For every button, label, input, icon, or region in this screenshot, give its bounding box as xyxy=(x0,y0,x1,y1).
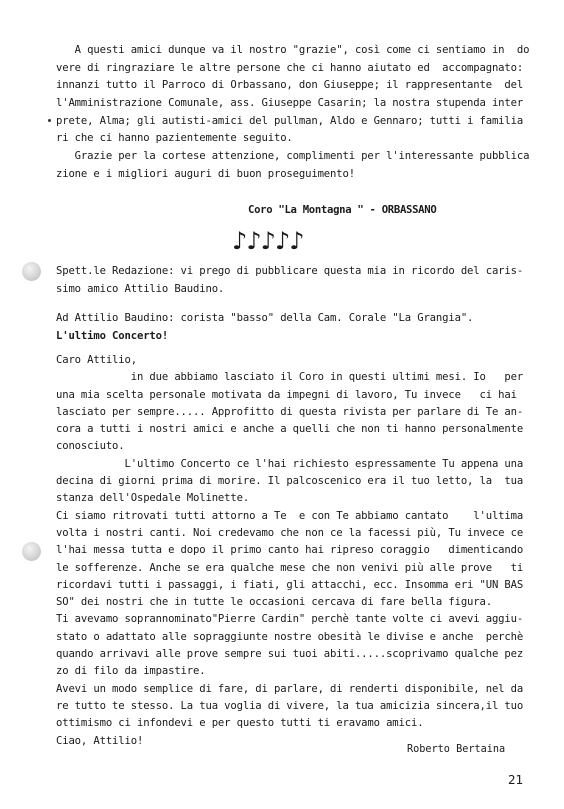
intro-line: l'Amministrazione Comunale, ass. Giuseppe Casarin; la nostra stupenda inter xyxy=(56,97,524,110)
intro-paragraph xyxy=(56,42,530,184)
choir-signature: Coro "La Montagna " - ORBASSANO xyxy=(248,204,437,216)
letter-line: in due abbiamo lasciato il Coro in questi ultimi mesi. Io per xyxy=(56,371,524,384)
intro-line: Grazie per la cortese attenzione, complimenti per l'interessante pubblica xyxy=(56,150,530,163)
intro-line: A questi amici dunque va il nostro "grazie", così come ci sentiamo in do xyxy=(56,44,530,56)
dedication-block xyxy=(56,310,526,345)
letter-line: L'ultimo Concerto ce l'hai richiesto espressamente Tu appena una xyxy=(56,457,524,470)
intro-line: prete, Alma; gli autisti-amici del pullman, Aldo e Gennaro; tutti i familia xyxy=(56,114,524,127)
music-notes-icon: ♪♪♪♪♪ xyxy=(232,227,304,255)
letter-line: re tutto te stesso. La tua voglia di vivere, la tua amicizia sincera,il tuo xyxy=(56,699,524,712)
letter-line: le sofferenze. Anche se era qualche mese che non venivi più alle prove ti xyxy=(56,561,524,574)
author-signature: Roberto Bertaina xyxy=(407,744,506,755)
letter-body xyxy=(56,352,526,750)
letter-line: SO" dei nostri che in tutte le occasioni cercava di fare bella figura. xyxy=(56,596,492,609)
letter-line: lasciato per sempre..... Approfitto di questa rivista per parlare di Te an- xyxy=(56,405,524,418)
letter-line: Ciao, Attilio! xyxy=(56,734,144,747)
letter-line: quando arrivavi alle prove sempre sui tuoi abiti.....scoprivamo qualche pez xyxy=(56,648,524,661)
letter-line: stato o adattato alle sopraggiunte nostre obesità le divise e anche perchè xyxy=(56,630,524,643)
binder-hole-top xyxy=(22,262,41,281)
letter-line: conosciuto. xyxy=(56,440,125,453)
page-number: 21 xyxy=(508,773,524,787)
letter-line: decina di giorni prima di morire. Il palcoscenico era il tuo letto, la tua xyxy=(56,475,524,488)
letter-line: stanza dell'Ospedale Molinette. xyxy=(56,492,250,505)
intro-line: vere di ringraziare le altre persone che ci hanno aiutato ed accompagnato: xyxy=(56,61,524,74)
request-paragraph xyxy=(56,263,526,298)
request-line: Spett.le Redazione: vi prego di pubblicare questa mia in ricordo del caris- xyxy=(56,265,524,277)
letter-line: ottimismo ci infondevi e per questo tutti ti eravamo amici. xyxy=(56,717,424,730)
ink-dot xyxy=(48,119,51,122)
letter-line: volta i nostri canti. Noi credevamo che non ce la facessi più, Tu invece ce xyxy=(56,526,524,539)
letter-line: cora a tutti i nostri amici e anche a quelli che non ti hanno personalmente xyxy=(56,423,524,436)
letter-line: ricordavi tutti i passaggi, i fiati, gli attacchi, ecc. Insomma eri "UN BAS xyxy=(56,578,524,591)
letter-line: l'hai messa tutta e dopo il primo canto hai ripreso coraggio dimenticando xyxy=(56,544,524,557)
intro-line: ri che ci hanno pazientemente seguito. xyxy=(56,132,293,145)
request-line: simo amico Attilio Baudino. xyxy=(56,282,225,295)
letter-line: zo di filo da impastire. xyxy=(56,665,206,678)
letter-line: una mia scelta personale motivata da impegni di lavoro, Tu invece ci hai xyxy=(56,388,517,401)
letter-line: Ti avevamo soprannominato"Pierre Cardin" perchè tante volte ci avevi aggiu- xyxy=(56,613,524,626)
letter-heading: L'ultimo Concerto! xyxy=(56,329,169,342)
letter-line: Ci siamo ritrovati tutti attorno a Te e con Te abbiamo cantato l'ultima xyxy=(56,509,524,522)
intro-line: zione e i migliori auguri di buon proseguimento! xyxy=(56,167,355,180)
intro-line: innanzi tutto il Parroco di Orbassano, don Giuseppe; il rappresentante del xyxy=(56,79,524,92)
letter-line: Caro Attilio, xyxy=(56,354,137,366)
binder-hole-bottom xyxy=(22,542,41,561)
dedication-line: Ad Attilio Baudino: corista "basso" della Cam. Corale "La Grangia". xyxy=(56,312,474,324)
letter-line: Avevi un modo semplice di fare, di parlare, di renderti disponibile, nel da xyxy=(56,682,524,695)
